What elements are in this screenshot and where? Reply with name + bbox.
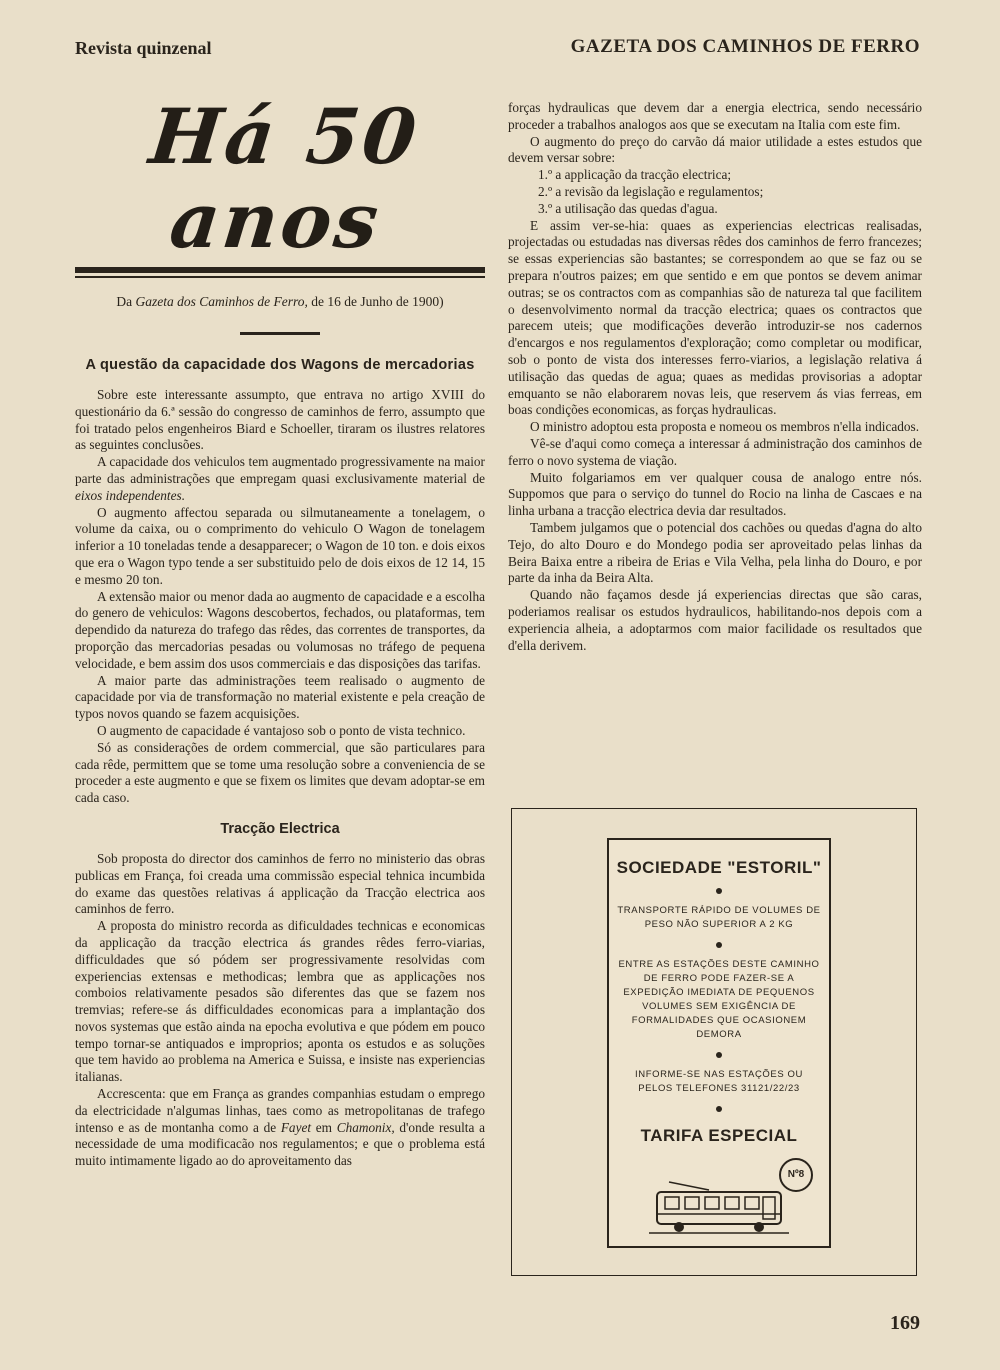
- paragraph: [75, 454, 485, 504]
- paragraph: Muito folgariamos em ver qualquer cousa de analogo entre nós. Suppomos que para o serviço do tunnel do Rocio na linha de Cascaes e na linha urbana a tracção electrica devia dar resultados.: [508, 469, 922, 519]
- paragraph-text: A capacidade dos vehiculos tem augmentado progressivamente na maior parte das administrações que empregam quasi exclusivamente material de: [75, 454, 485, 486]
- advert-line-2: ENTRE AS ESTAÇÕES DESTE CAMINHO DE FERRO PODE FAZER-SE A EXPEDIÇÃO IMEDIATA DE PEQUENOS VOLUMES SEM EXIGÊNCIA DE FORMALIDADES QUE OCASIONEM DEMORA: [618, 959, 820, 1040]
- paragraph: Sobre este interessante assumpto, que entrava no artigo XVIII do questionário da 6.ª sessão do congresso de caminhos de ferro, assumpto que foi tratado pelos engenheiros Biard e Schoeller, tiraram os ilustres relatores as seguintes conclusões.: [75, 387, 485, 453]
- paragraph: Só as considerações de ordem commercial, que são particulares para cada rêde, permittem que se tome uma resolução sobre a conveniencia de se proceder a este augmento e que se fixem os limites que devam adoptar-se em cada caso.: [75, 739, 485, 806]
- bullet-dot: [716, 1052, 722, 1058]
- bullet-dot: [716, 888, 722, 894]
- section-heading-wagons: A questão da capacidade dos Wagons de mercadorias: [85, 357, 475, 373]
- header-left: Revista quinzenal: [75, 38, 212, 58]
- advert-estoril: [607, 838, 831, 1248]
- paragraph: Tambem julgamos que o potencial dos cachões ou quedas d'agna do alto Tejo, do alto Douro e do Mondego podia ser aproveitado pelas linhas da Beira Baixa entre a ribeira de Erias e Vila Velha, pela linha do Douro, e por parte da inha da Beira Alta.: [508, 519, 922, 586]
- advert-line-1: TRANSPORTE RÁPIDO DE VOLUMES DE PESO NÃO SUPERIOR A 2 KG: [617, 905, 821, 930]
- paragraph-text: Accrescenta: que em França as grandes companhias estudam o emprego da electricidade n'algumas linhas, taes como as metropolitanas de trafego intenso e as de montanha como a de: [75, 1086, 485, 1135]
- bullet-dot: [716, 1106, 722, 1112]
- left-column: [75, 92, 485, 1170]
- paragraph-text: d'onde resulta a necessidade de uma modificacão nos regulamentos; e que o problema está muito intimamente ligado ao do aproveitamento das: [75, 1119, 485, 1169]
- tram-icon: [649, 1180, 789, 1236]
- paragraph-italic: Chamonix,: [336, 1119, 395, 1135]
- banner-rule-thin: [75, 276, 485, 278]
- paragraph: Sob proposta do director dos caminhos de ferro no ministerio das obras publicas em França, foi creada uma commissão especial tehnica incumbida do exame das questões relativas á applicação da Tracção electrica aos caminhos de ferro.: [75, 850, 485, 917]
- paragraph-italic: Fayet: [280, 1119, 312, 1135]
- paragraph: O augmento affectou separada ou silmutaneamente a tonelagem, o volume da caixa, ou o comprimento do vehiculo O Wagon de tonelagem inferior a 10 toneladas tende a desapparecer; o Wagon de 10 ton. e dois eixos que era o Wagon typo tende a ser substituido pelo de dois eixos de 12 14, 15 e mesmo 20 ton.: [75, 504, 485, 587]
- paragraph: [75, 1086, 485, 1170]
- list-item: 3.º a utilisação das quedas d'agua.: [538, 200, 718, 216]
- list-item: 1.º a applicação da tracção electrica;: [538, 167, 732, 183]
- paragraph-italic: eixos independentes.: [75, 487, 186, 503]
- source-prefix: Da: [116, 294, 136, 309]
- bullet-dot: [716, 942, 722, 948]
- advert-tarifa: TARIFA ESPECIAL: [640, 1126, 798, 1145]
- section-heading-traccao: Tracção Electrica: [220, 820, 340, 837]
- paragraph: O ministro adoptou esta proposta e nomeou os membros n'ella indicados.: [530, 419, 920, 435]
- tarifa-number-badge: Nº8: [779, 1158, 813, 1192]
- paragraph: A maior parte das administrações teem realisado o augmento de capacidade por via de transformação no material existente e pela creação de typos novos quando se fazem acquisições.: [75, 672, 485, 722]
- page-number: 169: [890, 1312, 920, 1334]
- right-column: [508, 100, 922, 654]
- advert-line-3: INFORME-SE NAS ESTAÇÕES OU PELOS TELEFONES 31121/22/23: [635, 1069, 803, 1094]
- paragraph: Vê-se d'aqui como começa a interessar á administração dos caminhos de ferro o novo systema de viação.: [508, 435, 922, 468]
- paragraph: O augmento de capacidade é vantajoso sob o ponto de vista technico.: [97, 722, 466, 738]
- paragraph-text: em: [311, 1119, 337, 1135]
- section-divider: [240, 332, 320, 335]
- list-item: 2.º a revisão da legislação e regulamentos;: [538, 183, 764, 199]
- source-line: [75, 294, 485, 310]
- header-right: GAZETA DOS CAMINHOS DE FERRO: [570, 36, 920, 57]
- paragraph: A extensão maior ou menor dada ao augmento de capacidade e a escolha do genero de vehiculos: Wagons descobertos, fechados, ou plataformas, tem dependido da natureza do trafego das rêdes, das correntes de transportes, da proporção das mercadorias pesadas ou volumosas no tráfego de pequena velocidade, e bem assim dos usos commerciais e das disposições das tarifas.: [75, 588, 485, 671]
- source-date: de 16 de Junho de 1900): [307, 294, 444, 309]
- source-publication: Gazeta dos Caminhos de Ferro,: [135, 294, 308, 309]
- banner-rule-thick: [75, 267, 485, 273]
- paragraph: E assim ver-se-hia: quaes as experiencias electricas realisadas, projectadas ou estudadas nas diversas rêdes dos caminhos de ferro francezes; se essas experiencias são bastantes; se correspondem ao que se faz ou se prepara n'outros paizes; em que sentido e em que pontos se devem animar outras; se os contractos com as companhias são de natureza tal que facilitem o desenvolvimento normal da tracção electrica; quaes os contractos que parecem uteis; que modificações deverão introduzir-se nos cadernos d'encargos e nos regulamentos d'exploração; como completar ou modificar, sob o ponto de vista dos interesses ferro-viarios, a legislação relativa á utilisação das quedas de agua; quaes as medidas provisorias a adoptar emquanto se não elaborarem novas leis, que reservem ás vias ferreas, em boas condições economicas, as forças hydraulicas.: [508, 217, 922, 418]
- paragraph: forças hydraulicas que devem dar a energia electrica, sendo necessário proceder a trabalhos analogos aos que se executam na Italia com este fim.: [508, 100, 922, 132]
- advert-title: SOCIEDADE "ESTORIL": [616, 858, 822, 877]
- paragraph: O augmento do preço do carvão dá maior utilidade a estes estudos que devem versar sobre:: [508, 133, 922, 166]
- banner-title: Há 50 anos: [145, 92, 424, 265]
- paragraph: Quando não façamos desde já experiencias directas que são caras, poderiamos realisar os estudos hydraulicos, habilitando-nos depois com a experiencia alheia, a adoptarmos com maior facilidade os resultados que d'ella derivem.: [508, 587, 922, 653]
- paragraph: A proposta do ministro recorda as dificuldades technicas e economicas da applicação da tracção electrica ás grandes rêdes ferro-viarias, difficuldades que só pódem ser progressivamente resolvidas com experiencias extensas e methodicas; lembra que as applicações nos comboios relativamente pesados são diferentes das que se fazem nos tremvias; refere-se ás difficuldades economicas para a implantação dos novos systemas que estão ainda na epocha evolutiva e que pódem em pouco tempo tornar-se antiquados e improprios; aponta os estudos e as soluções que tem havido ao problema na America e Suissa, e insiste nas experiencias italianas.: [75, 918, 485, 1085]
